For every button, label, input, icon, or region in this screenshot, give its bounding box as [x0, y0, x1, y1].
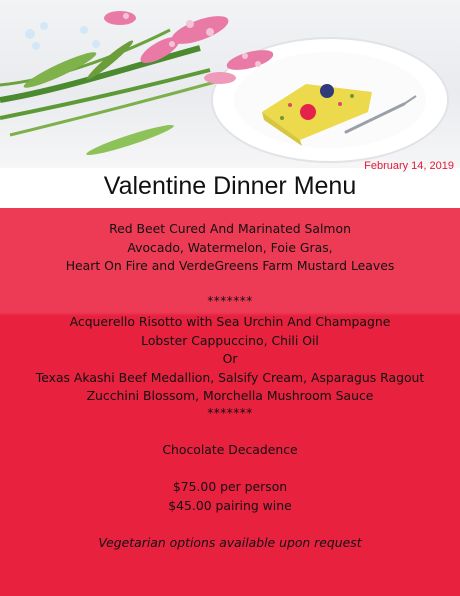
- menu-line: Texas Akashi Beef Medallion, Salsify Cream, Asparagus Ragout: [35, 369, 425, 385]
- course-separator: *******: [207, 294, 253, 308]
- menu-line: Avocado, Watermelon, Foie Gras,: [127, 239, 333, 255]
- menu-line: Zucchini Blossom, Morchella Mushroom Sauce: [86, 388, 374, 403]
- starter-course: [0, 220, 460, 276]
- price-line: $75.00 per person: [172, 479, 288, 494]
- flowers-and-dessert-plate-photo: [0, 0, 460, 168]
- vegetarian-note: [0, 534, 460, 553]
- main-course: [0, 313, 460, 406]
- stem: [0, 48, 200, 100]
- raspberry: [300, 104, 316, 120]
- pricing: [0, 478, 460, 515]
- white-blossoms: [25, 22, 100, 50]
- menu-panel: [0, 208, 460, 596]
- note-text: Vegetarian options available upon request: [98, 535, 362, 550]
- course-separator: *******: [207, 406, 253, 420]
- menu-line: Acquerello Risotto with Sea Urchin And Champagne: [69, 314, 391, 329]
- menu-line: Heart On Fire and VerdeGreens Farm Mustard Leaves: [65, 258, 395, 273]
- menu-date: February 14, 2019: [364, 160, 454, 172]
- menu-line: Lobster Cappuccino, Chili Oil: [141, 332, 319, 348]
- page-title: Valentine Dinner Menu: [103, 172, 357, 200]
- blueberry: [320, 84, 334, 98]
- menu-line: Chocolate Decadence: [162, 442, 298, 457]
- price-line: $45.00 pairing wine: [168, 497, 292, 513]
- dessert-course: [0, 441, 460, 460]
- header-photo: [0, 0, 460, 168]
- menu-line: Or: [222, 351, 238, 366]
- menu-line: Red Beet Cured And Marinated Salmon: [109, 221, 351, 236]
